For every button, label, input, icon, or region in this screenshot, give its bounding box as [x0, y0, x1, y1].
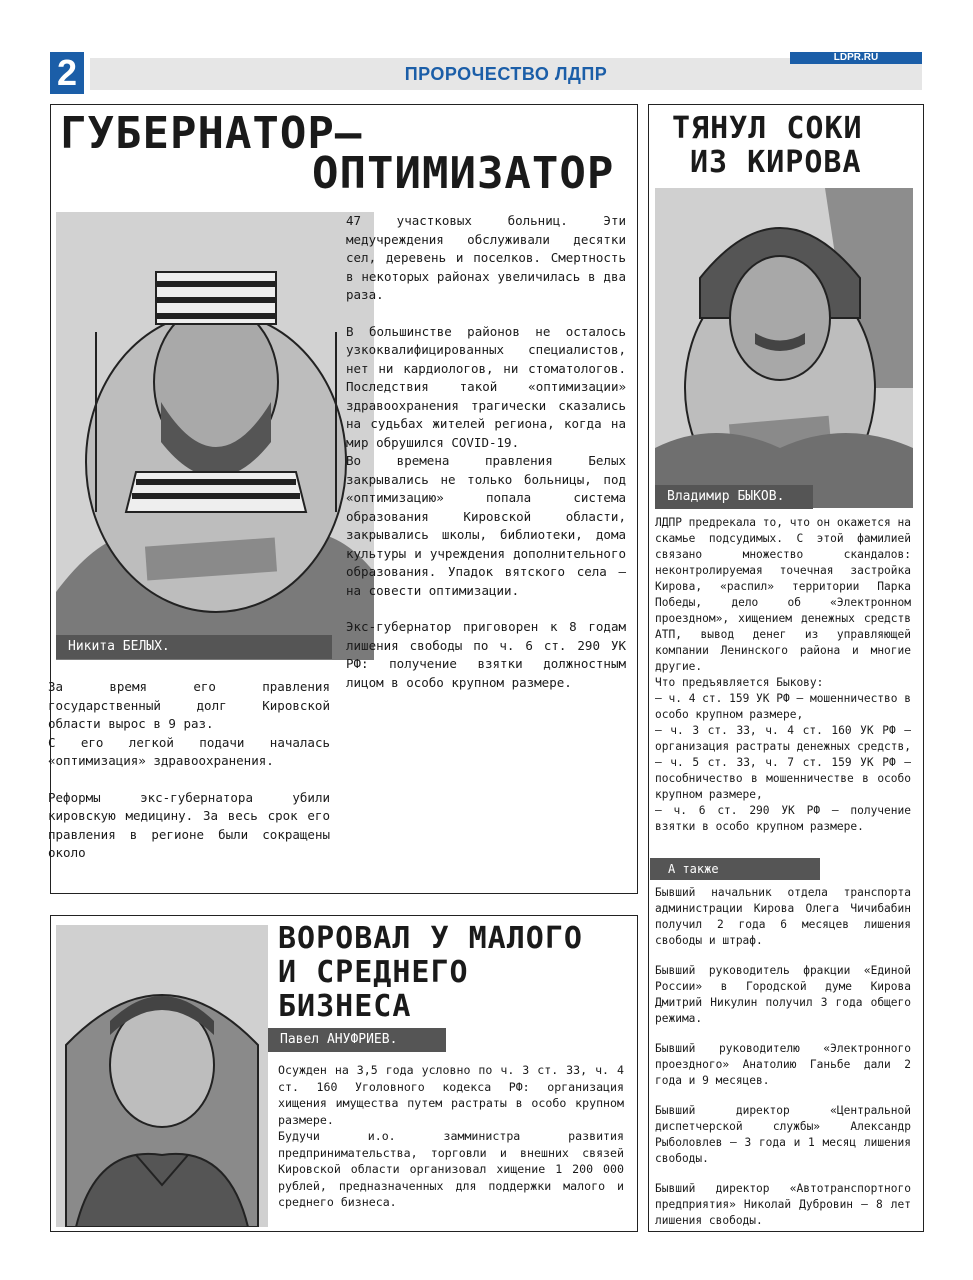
paragraph: Бывший начальник отдела транспорта администрации Кирова Олега Чичибабин получил 2 года 6 месяцев лишения свободы и штраф. [655, 886, 911, 947]
paragraph: ЛДПР предрекала то, что он окажется на скамье подсудимых. С этой фамилией связано множество скандалов: неконтролируемая точечная застройка Кирова, «распил» территории Парка Победы, дело об «Электронном проездном», хищением денежных средств АТП, вывод денег из управляющей компании Ленинского района и многие другие. [655, 516, 911, 673]
paragraph: 47 участковых больниц. Эти медучреждения обслуживали десятки сел, деревень и поселков. Смертность в некоторых районах увеличилась в два раза. [346, 213, 626, 302]
paragraph: Бывший директор «Автотранспортного предприятия» Николай Дубровин – 8 лет лишения свободы. [655, 1182, 911, 1227]
article-main-headline-1: ГУБЕРНАТОР– [60, 108, 363, 159]
paragraph: Бывший руководителю «Электронного проездного» Анатолию Ганьбе дали 2 года и 9 месяцев. [655, 1042, 911, 1087]
paragraph: – ч. 5 ст. 33, ч. 7 ст. 159 УК РФ – пособничество в мошенничестве в особо крупном размере, [655, 756, 911, 801]
article-anufriev-headline-2: И СРЕДНЕГО [278, 955, 469, 990]
site-tag[interactable]: LDPR.RU [790, 52, 922, 64]
paragraph: Бывший директор «Центральной диспетчерской службы» Александр Рыболовлев – 3 года и 1 месяц лишения свободы. [655, 1104, 911, 1165]
paragraph: Что предъявляется Быкову: [655, 676, 824, 689]
article-anufriev-text [278, 1062, 624, 1211]
article-main-headline-2: ОПТИМИЗАТОР [312, 148, 615, 199]
anufriev-portrait [56, 925, 268, 1227]
paragraph: В большинстве районов не осталось узкоквалифицированных специалистов, нет ни кардиологов, ни стоматологов. Последствия такой «оптимизации» здравоохранения трагически сказались на судьбах жителей региона, когда на мир обрушился COVID-19. [346, 323, 626, 450]
article-main-right-text [346, 212, 626, 692]
bykov-caption: Владимир БЫКОВ. [655, 485, 813, 509]
bykov-portrait [655, 188, 913, 508]
paragraph: За время его правления государственный долг Кировской области вырос в 9 раз. [48, 679, 330, 731]
anufriev-caption: Павел АНУФРИЕВ. [268, 1028, 446, 1052]
paragraph: – ч. 6 ст. 290 УК РФ – получение взятки в особо крупном размере. [655, 804, 911, 833]
article-bykov-headline-2: ИЗ КИРОВА [690, 145, 862, 180]
article-anufriev-headline-1: ВОРОВАЛ У МАЛОГО [278, 921, 583, 956]
article-anufriev-headline-3: БИЗНЕСА [278, 989, 412, 1024]
also-label: А также [650, 858, 820, 880]
paragraph: Реформы экс-губернатора убили кировскую медицину. За весь срок его правления в регионе были сокращены около [48, 789, 330, 860]
also-text [655, 885, 911, 1229]
paragraph: Экс-губернатор приговорен к 8 годам лишения свободы по ч. 6 ст. 290 УК РФ: получение взятки должностным лицом в особо крупном размере. [346, 619, 626, 690]
paragraph: – ч. 3 ст. 33, ч. 4 ст. 160 УК РФ – организация растраты денежных средств, [655, 724, 911, 753]
belykh-caption: Никита БЕЛЫХ. [56, 635, 332, 659]
paragraph: Во времена правления Белых закрывались не только больницы, под «оптимизацию» попала система образования Кировской области, закрывались школы, библиотеки, дома культуры и учреждения дополнительного образования. Упадок вятского села – на совести оптимизации. [346, 453, 626, 598]
paragraph: С его легкой подачи началась «оптимизация» здравоохранения. [48, 734, 330, 768]
paragraph: Осужден на 3,5 года условно по ч. 3 ст. 33, ч. 4 ст. 160 Уголовного кодекса РФ: организация хищения имущества путем растраты в особо крупном размере. [278, 1063, 624, 1127]
article-bykov-headline-1: ТЯНУЛ СОКИ [672, 111, 863, 146]
article-main-left-text [48, 678, 330, 863]
article-bykov-text [655, 515, 911, 835]
paragraph: – ч. 4 ст. 159 УК РФ – мошенничество в особо крупном размере, [655, 692, 911, 721]
section-title: ПРОРОЧЕСТВО ЛДПР [404, 64, 608, 84]
belykh-portrait [56, 212, 374, 660]
paragraph: Бывший руководитель фракции «Единой России» в Городской думе Кирова Дмитрий Никулин получил 3 года общего режима. [655, 964, 911, 1025]
page-number: 2 [50, 52, 84, 94]
paragraph: Будучи и.о. замминистра развития предпринимательства, торговли и внешних связей Кировской области организовал хищение 1 200 000 рублей, предназначенных для поддержки малого и среднего бизнеса. [278, 1129, 624, 1209]
